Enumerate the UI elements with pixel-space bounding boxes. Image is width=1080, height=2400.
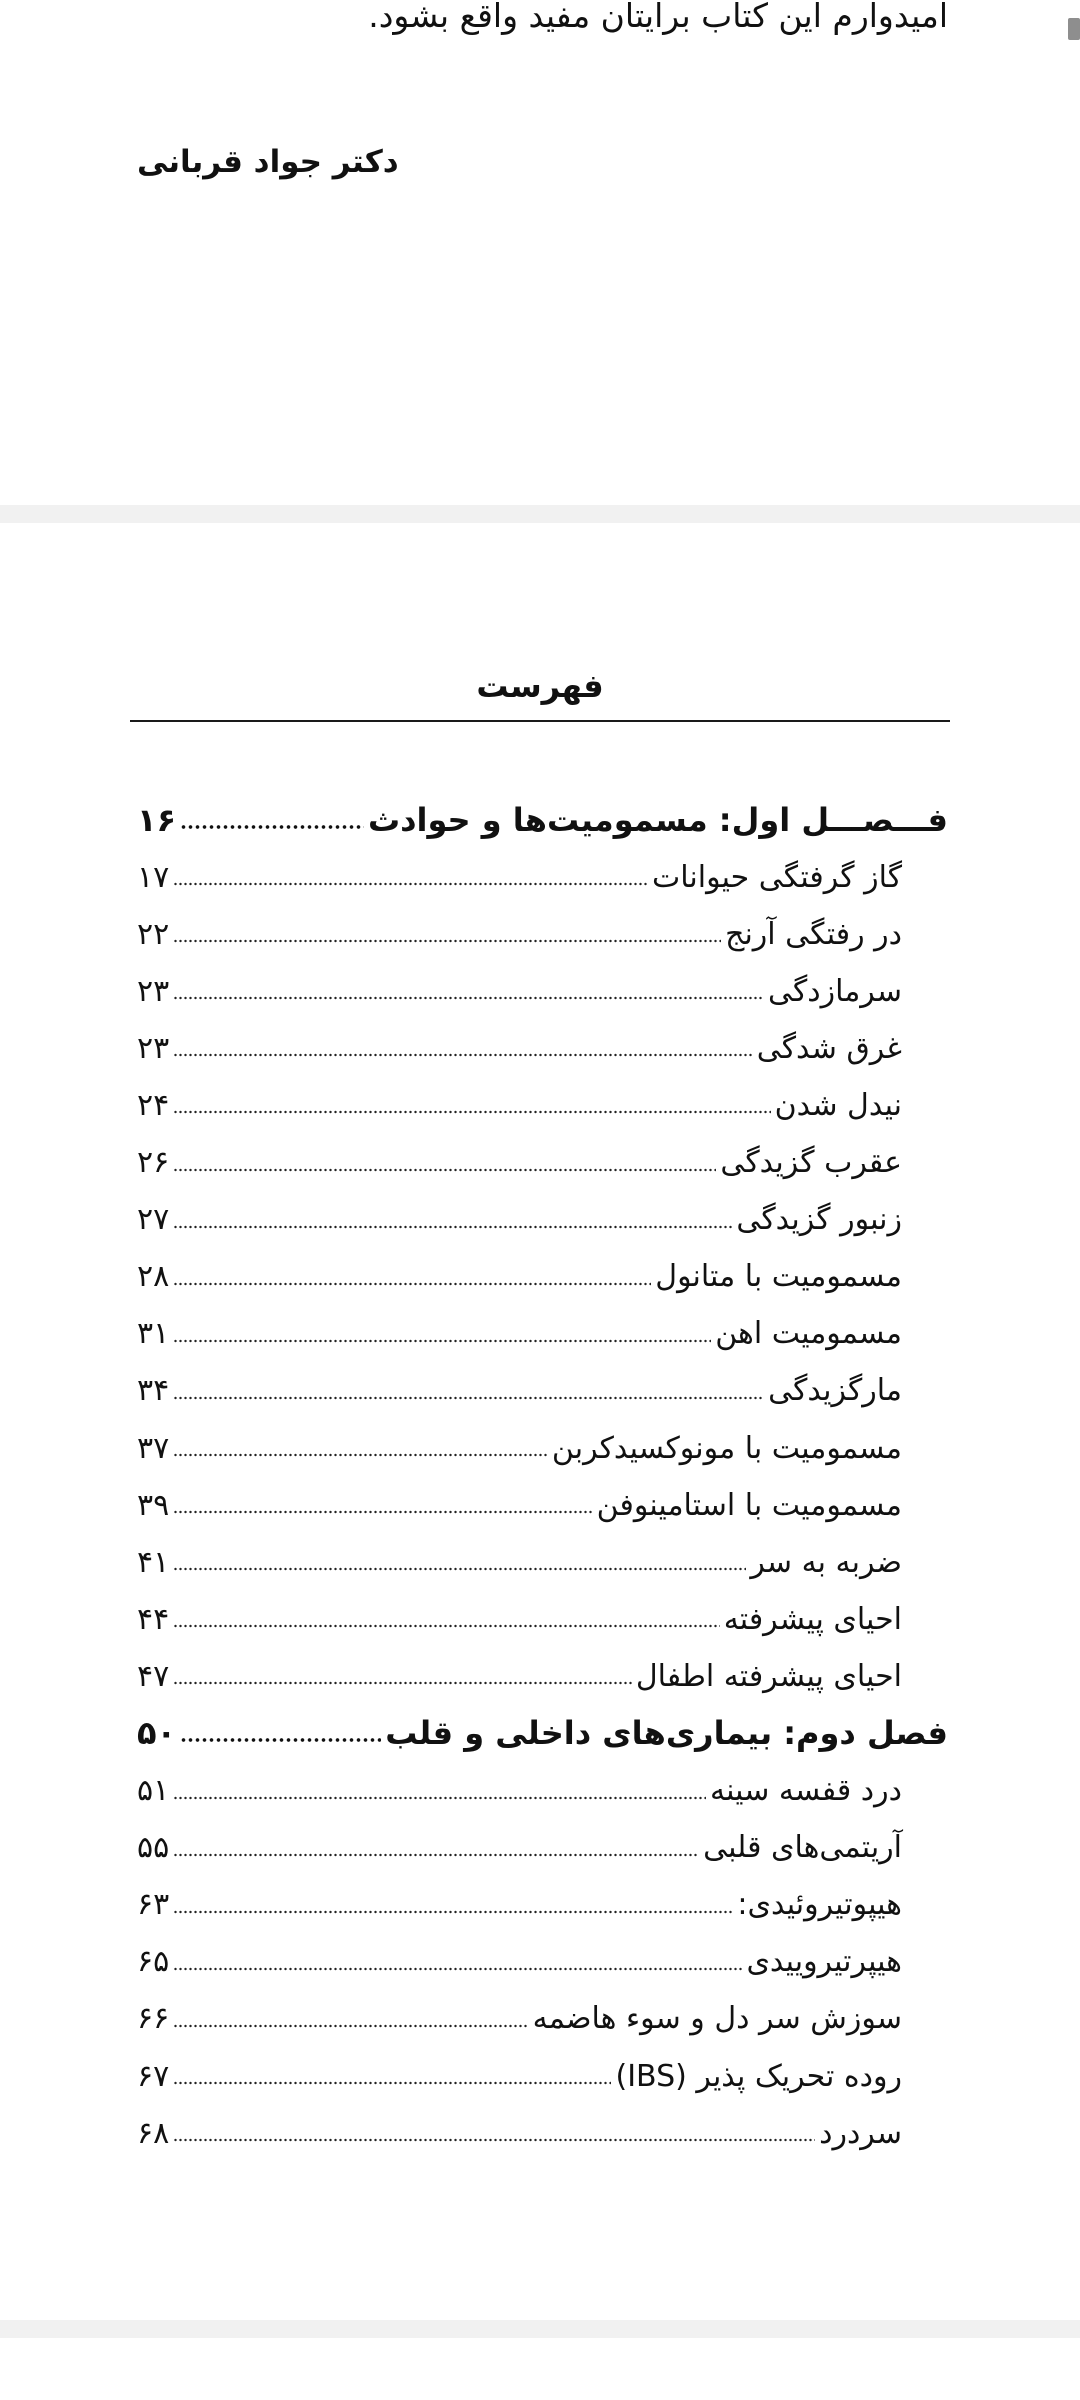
dot-leader [173,1510,592,1514]
toc-entry[interactable] [137,1477,902,1533]
toc-entry[interactable] [137,1135,902,1191]
toc-entry[interactable] [137,1934,902,1990]
dot-leader [173,2024,528,2028]
dot-leader [173,2081,611,2085]
toc-page-number: ۴۷ [137,1658,170,1694]
page-separator [0,2320,1080,2338]
scrollbar-thumb[interactable] [1068,18,1080,40]
toc-page-number: ۳۴ [137,1373,170,1409]
toc-entry[interactable] [137,1077,902,1133]
toc-entry-title: در رفتگی آرنج [725,916,902,952]
toc-entry-title: زنبور گزیدگی [736,1202,902,1238]
toc-entry[interactable] [137,1192,902,1248]
toc-page-number: ۶۶ [137,2001,170,2037]
dot-leader [173,1567,746,1571]
toc-entry-title: مسمومیت با متانول [655,1259,902,1295]
toc-page-number: ۵۰ [137,1714,177,1753]
toc-entry-title: فـــصـــل اول: مسمومیت‌ها و حوادث [367,801,948,839]
toc-entry-title: آریتمی‌های قلبی [703,1830,902,1866]
toc-entry[interactable] [137,1877,902,1933]
dot-leader [173,1967,742,1971]
dot-leader [173,1168,716,1172]
dot-leader [173,882,648,886]
dot-leader [173,1910,733,1914]
toc-page-number: ۶۳ [137,1887,170,1923]
toc-entry-title: نیدل شدن [774,1087,902,1123]
dot-leader [173,1282,651,1286]
dot-leader [173,1453,548,1457]
toc-entry[interactable] [137,906,902,962]
dot-leader [173,939,721,943]
toc-entry-title: احیای پیشرفته [723,1601,902,1637]
toc-entry-title: هیپوتیروئیدی: [737,1887,902,1923]
dot-leader [173,1053,753,1057]
toc-page-number: ۳۹ [137,1487,170,1523]
dot-leader [173,1624,719,1628]
toc-page-number: ۲۴ [137,1087,170,1123]
dot-leader [173,1853,699,1857]
toc-entry-title: مسمومیت اهن [715,1316,902,1352]
toc-page-number: ۲۶ [137,1145,170,1181]
author-signature: دکتر جواد قربانی [137,144,399,180]
dot-leader [180,1738,381,1743]
dot-leader [173,2138,815,2142]
dot-leader [173,1681,632,1685]
toc-page-number: ۲۸ [137,1259,170,1295]
toc-page-number: ۶۵ [137,1944,170,1980]
toc-entry[interactable] [137,1991,902,2047]
dot-leader [180,825,364,830]
toc-entry-title: عقرب گزیدگی [720,1145,902,1181]
toc-title-rule [130,720,950,722]
toc-entry[interactable] [137,1648,902,1704]
page-preface [0,0,1080,505]
toc-entry[interactable] [137,2105,902,2161]
toc-page-number: ۲۳ [137,1030,170,1066]
toc-entry-title: گاز گرفتگی حیوانات [652,859,902,895]
toc-entry[interactable] [137,963,902,1019]
toc-entry-title: سردرد [819,2115,902,2151]
toc-page-number: ۳۷ [137,1430,170,1466]
toc-page-number: ۳۱ [137,1316,170,1352]
toc-entry[interactable] [137,1820,902,1876]
toc-chapter-entry[interactable] [137,1705,948,1761]
toc-entry-title: فصل دوم: بیماری‌های داخلی و قلب [385,1714,948,1753]
toc-entry[interactable] [137,1763,902,1819]
dot-leader [173,1110,770,1114]
toc-entry[interactable] [137,1420,902,1476]
toc-page-number: ۱۶ [137,801,177,839]
toc-entry[interactable] [137,849,902,905]
toc-entry[interactable] [137,1249,902,1305]
toc-entry-title: درد قفسه سینه [710,1773,902,1809]
toc-entry[interactable] [137,1306,902,1362]
toc-page-number: ۱۷ [137,859,170,895]
toc-page-number: ۵۱ [137,1773,170,1809]
dot-leader [173,1796,706,1800]
dot-leader [173,1225,732,1229]
toc-entry[interactable] [137,1363,902,1419]
toc-entry-title: مسمومیت با استامینوفن [596,1487,902,1523]
toc-page-number: ۶۸ [137,2115,170,2151]
toc-entry-title: هیپرتیروییدی [746,1944,902,1980]
toc-page-number: ۲۳ [137,973,170,1009]
toc-chapter-entry[interactable] [137,792,948,848]
dot-leader [173,1339,711,1343]
dot-leader [173,1396,764,1400]
toc-entry-title: ضربه به سر [750,1544,902,1580]
toc-entry-title: سوزش سر دل و سوء هاضمه [532,2001,902,2037]
page-separator [0,505,1080,523]
toc-title: فهرست [476,667,604,705]
preface-last-line: امیدوارم این کتاب برایتان مفید واقع بشود. [368,0,948,35]
toc-entry-title: احیای پیشرفته اطفال [635,1658,902,1694]
toc-page-number: ۴۱ [137,1544,170,1580]
toc-entry-title: مارگزیدگی [768,1373,902,1409]
toc-entry[interactable] [137,1534,902,1590]
toc-entry-title: غرق شدگی [756,1030,902,1066]
toc-entry-title: روده تحریک پذیر (IBS) [615,2058,902,2094]
page-next [0,2338,1080,2400]
toc-entry[interactable] [137,1591,902,1647]
dot-leader [173,996,764,1000]
toc-page-number: ۲۲ [137,916,170,952]
toc-page-number: ۲۷ [137,1202,170,1238]
toc-entry-title: سرمازدگی [767,973,902,1009]
toc-entry-title: مسمومیت با مونوکسیدکربن [551,1430,902,1466]
toc-page-number: ۴۴ [137,1601,170,1637]
toc-entry[interactable] [137,1020,902,1076]
toc-page-number: ۵۵ [137,1830,170,1866]
toc-page-number: ۶۷ [137,2058,170,2094]
toc-entry[interactable] [137,2048,902,2104]
